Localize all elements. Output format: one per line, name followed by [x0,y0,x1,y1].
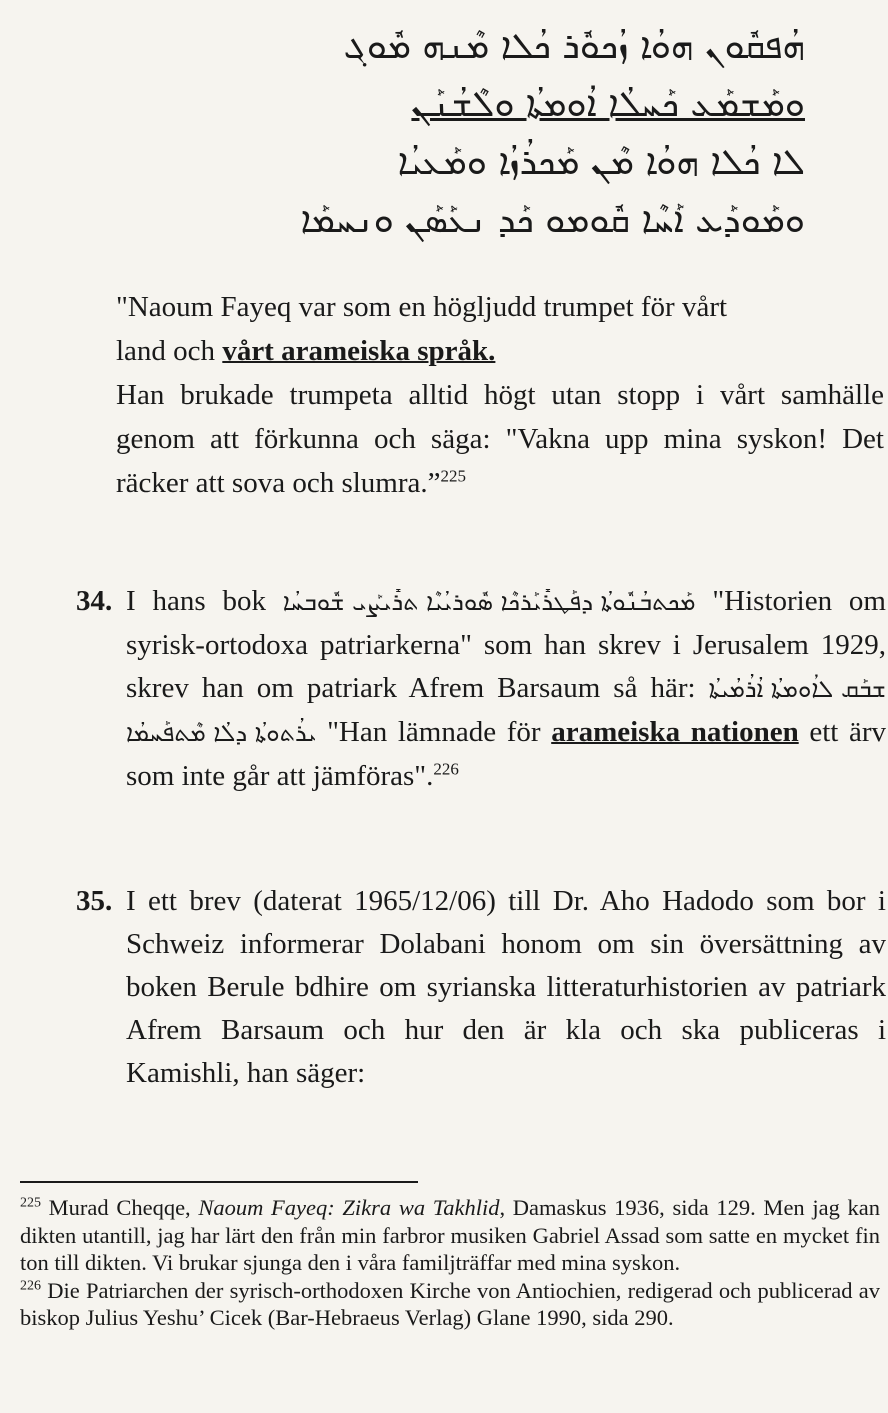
quote-emphasis: vårt arameiska språk. [222,335,496,367]
syriac-verse-line: ܠܐ ܟܳܠܐ ܗܘܳܐ ܡܶܢ ܡܰܟܪܳܙܳܐ ܘܡܰܥܝܳܐ [397,142,805,183]
quote-line: "Naoum Fayeq var som en högljudd trumpet för vårt [116,291,728,323]
quote-paragraph [116,373,884,505]
syriac-verse-line: ܘܡܰܘܕܰܥ ܐܰܚܶܐ ܩܽܘܡܘ ܟܰܕ ܢܥܰܣܰܢ ܘܢܚܡܰܐ [300,200,805,241]
quote-text: land och [116,335,223,367]
footnote-number: 225 [20,1195,41,1211]
footnote-text: , Damaskus 1936, sida 129. Men jag kan dikten utantill, jag har lärt den från min farbror musiken Gabriel Assad som satte en mycket fin ton till dikten. Vi brukar sjunga den i våra familjträffar med mina syskon. [20,1195,880,1275]
quote-line [116,329,884,373]
paragraph-text: I hans bok [126,585,283,617]
numbered-paragraph-35 [76,880,886,1095]
paragraph-text: "Han lämnade för [316,716,552,748]
footnote-number: 226 [20,1278,41,1293]
paragraph-emphasis: arameiska nationen [551,716,799,748]
numbered-paragraph-34 [76,580,886,798]
footnote-title: Naoum Fayeq: Zikra wa Takhlid [198,1195,500,1220]
footnote-divider [20,1181,418,1183]
paragraph-body [126,580,886,798]
syriac-phrase: ܝܪܳܬܘܬܳܐ ܕܠܳܐ ܡܶܬܦܰܚܡܳܐ [126,719,317,747]
footnote-ref: 226 [433,759,459,779]
syriac-verse [195,18,805,250]
syriac-verse-line: ܘܡܰܫܡܰܥ ܟܰܚܠܳܐ ܐܳܘܡܬܳܐ ܘܠܶܫܳܢܰܢ [411,84,805,125]
translated-quote [116,285,884,505]
footnote [20,1277,880,1332]
paragraph-body: I ett brev (daterat 1965/12/06) till Dr. Aho Hadodo som bor i Schweiz informerar Dolabani honom om sin översättning av boken Berule bdhire om syrianska litteraturhistorien av patriark Afrem Barsaum och hur den är kla och ska publiceras i Kamishli, han säger: [126,885,886,1089]
paragraph-number: 34. [76,585,113,617]
syriac-verse-line: ܗܳܦܩܽܘܢ ܗܘܳܐ ܙܳܟܘܽܪ ܟܳܠܐ ܡܶܢܗ ܡܽܘܓ [343,26,805,67]
syriac-book-title: ܡܰܟܬܒܳܢܽܘܬܳܐ ܕܦܰܛܪܺܝܰܪܟܶܐ ܣܽܘܪܝܳܝܶܐ ܬܪܺܝܨܰܝ ܫܽܘܒܚܳܐ [282,588,696,616]
paragraph-text: "Historien om syrisk-ortodoxa patriarkerna" som han skrev i Jerusalem 1929, skrev han om patriark Afrem Barsaum så här: [126,585,886,704]
footnote-text: Murad Cheqqe, [41,1195,199,1220]
quote-text: Han brukade trumpeta alltid högt utan stopp i vårt samhälle genom att förkunna och säga: "Vakna upp mina syskon! Det räcker att sova och slumra.” [116,379,884,499]
footnote-ref: 225 [440,466,466,486]
footnote [20,1194,880,1277]
footnotes [20,1194,880,1332]
footnote-text: Die Patriarchen der syrisch-orthodoxen Kirche von Antiochien, redigerad och publicerad av biskop Julius Yeshu’ Cicek (Bar-Hebraeus Verlag) Glane 1990, sida 290. [20,1277,880,1330]
paragraph-number: 35. [76,885,113,917]
paragraph-text: ett ärv som inte går att jämföras". [126,716,887,792]
syriac-phrase: ܫܒܰܩ ܠܐܳܘܡܬܳܐ ܐܳܪܳܡܳܝܬܳܐ [708,675,886,703]
